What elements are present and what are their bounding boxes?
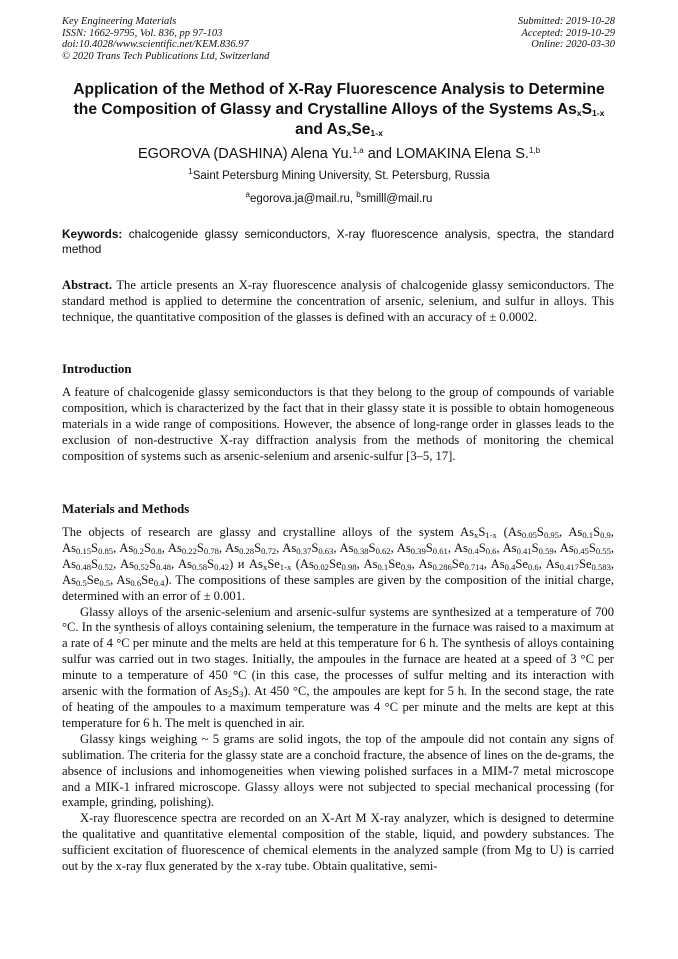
author-lomakina: LOMAKINA Elena S.	[395, 146, 529, 162]
title-line-1: Application of the Method of X-Ray Fluorescence Analysis to Determine	[73, 81, 605, 98]
email-a[interactable]: egorova.ja@mail.ru	[249, 193, 350, 205]
accepted-date: Accepted: 2019-10-29	[521, 27, 615, 39]
paragraph-samples: The objects of research are glassy and crystalline alloys of the system $As_xS_{1-x}$ ($As_{0.05}S_{0.95}$, $As_{0.1}S_{0.9}$, $As_{0.15}S_{0.85}$, $As_{0.2}S_{0.8}$, $As_{0.22}S_{0.78}$, $As_{0.28}S_{0.72}$, $As_{0.37}S_{0.63}$, $As_{0.38}S_{0.62}$, $As_{0.39}S_{0.61}$, $As_{0.4}S_{0.6}$, $As_{0.41}S_{0.59}$, $As_{0.45}S_{0.55}$, $As_{0.48}S_{0.52}$, $As_{0.52}S_{0.48}$, $As_{0.58}S_{0.42}$) и $As_xSe_{1-x}$ ($As_{0.02}Se_{0.98}$, $As_{0.1}Se_{0.9}$, $As_{0.286}Se_{0.714}$, $As_{0.4}Se_{0.6}$, $As_{0.417}Se_{0.583}$, $As_{0.5}Se_{0.5}$, $As_{0.6}Se_{0.4}$). The compositions of these samples are given by the composition of the initial charge, determined with an error of ± 0.001.	[62, 525, 615, 603]
materials-methods-text	[62, 525, 614, 875]
keywords: Keywords: chalcogenide glassy semiconductors, X-ray fluorescence analysis, spectra, the standard method	[62, 227, 614, 256]
paragraph-synthesis: Glassy alloys of the arsenic-selenium and arsenic-sulfur systems are synthesized at a temperature of 700 °C. In the synthesis of alloys containing selenium, the temperature in the furnace was raised to a maximum at a rate of 4 °C per minute and the melts are held at this temperature for 6 h. The synthesis of alloys containing sulfur was carried out in two stages. Initially, the ampoules in the furnace are heated at a speed of 3 °C per minute to a temperature of 450 °C (in this case, the processes of sulfur melting and its interaction with arsenic with the formation of $As_2S_3$). At 450 °C, the ampoules are kept for 5 h. In the second stage, the rate of heating of the ampoules to a maximum temperature was 4 °C per minute and the melts are kept at this temperature for 6 h. The melt is quenched in air.	[62, 604, 614, 730]
issn-line: ISSN: 1662-9795, Vol. 836, pp 97-103	[62, 27, 223, 39]
sample-formula: $As_{0.48}S_{0.52}$	[62, 556, 114, 572]
sample-formula: $As_{0.38}S_{0.62}$	[339, 540, 391, 556]
sample-formula: $As_{0.58}S_{0.42}$	[178, 556, 230, 572]
sample-formula: $As_{0.1}Se_{0.9}$	[363, 556, 412, 572]
email-b[interactable]: smilll@mail.ru	[360, 193, 433, 205]
journal-info	[62, 16, 392, 62]
sample-formula: $As_{0.1}S_{0.9}$	[568, 525, 611, 540]
sample-formula: $As_{0.41}S_{0.59}$	[502, 540, 554, 556]
sample-formula: $As_{0.52}S_{0.48}$	[120, 556, 172, 572]
sample-formula: $As_{0.15}S_{0.85}$	[62, 540, 114, 556]
paragraph-xray-spectra: X-ray fluorescence spectra are recorded on an X-Art M X-ray analyzer, which is designed to determine the qualitative and quantitative elemental composition of the stable, liquid, and powdery substances. The sufficient excitation of fluorescence of chemical elements in the analyzed sample (from Mg to U) is carried out by the x-ray flux generated by the x-ray tube. Obtain qualitative, semi-	[62, 811, 614, 874]
affiliation: $^1$Saint Petersburg Mining University, St. Petersburg, Russia	[188, 167, 490, 182]
materials-methods-heading: Materials and Methods	[62, 502, 190, 516]
selenium-sample-list: $As_{0.02}Se_{0.98}$, $As_{0.1}Se_{0.9}$, $As_{0.286}Se_{0.714}$, $As_{0.4}Se_{0.6}$, $As_{0.417}Se_{0.583}$, $As_{0.5}Se_{0.5}$, $As_{0.6}Se_{0.4}$	[62, 556, 615, 588]
introduction-text: A feature of chalcogenide glassy semiconductors is that they belong to the group of compounds of variable composition, which is characterized by the fact that in their glassy state it is possible to obtain homogeneous materials in a wide range of compositions. However, the absence of long-range order in glasses leads to the exclusion of non-destructive X-ray diffraction analysis from the methods of monitoring the chemical composition of systems such as arsenic-selenium and arsenic-sulfur [3–5, 17].	[62, 385, 614, 463]
paragraph-glassy-kings: Glassy kings weighing ~ 5 grams are solid ingots, the top of the ampoule did not contain any signs of sublimation. The criteria for the glassy state are a conchoid fracture, the absence of lines on the de-grams, the absence of inclusions and inhomogeneities when viewing polished surfaces in a MIM-7 metal microscope and a MIK-1 infrared microscope. Glassy alloys were not subjected to special mechanical processing (for example, grinding, polishing).	[62, 731, 614, 810]
sample-formula: $As_{0.5}Se_{0.5}$	[62, 572, 111, 588]
author-emails: $^a$egorova.ja@mail.ru, $^b$smilll@mail.ru	[245, 190, 433, 205]
sample-formula: $As_{0.2}S_{0.8}$	[119, 540, 162, 556]
abstract: Abstract. The article presents an X-ray fluorescence analysis of chalcogenide glassy semiconductors. The standard method is applied to determine the concentration of arsenic, selenium, and sulfur in alloys. This technique, the quantitative composition of the glasses is defined with an accuracy of ± 0.0002.	[62, 278, 614, 324]
journal-name: Key Engineering Materials	[62, 16, 177, 27]
sample-formula: $As_{0.37}S_{0.63}$	[282, 540, 334, 556]
sample-formula: $As_{0.28}S_{0.72}$	[225, 540, 277, 556]
submission-dates	[395, 16, 615, 51]
title-line-2: the Composition of Glassy and Crystalline Alloys of the Systems $As_xS_{1-x}$	[73, 101, 605, 118]
sample-formula: $As_{0.39}S_{0.61}$	[396, 540, 448, 556]
sample-formula: $As_{0.4}Se_{0.6}$	[490, 556, 539, 572]
author-list: EGOROVA (DASHINA) Alena Yu.$^{1,a}$ and LOMAKINA Elena S.$^{1,b}$	[137, 146, 541, 162]
sample-formula: $As_{0.05}S_{0.95}$	[507, 525, 559, 540]
keywords-label: Keywords:	[62, 227, 123, 241]
title-line-3: and $As_xSe_{1-x}$	[295, 121, 383, 138]
paper-title	[50, 80, 628, 140]
sample-formula: $As_{0.4}S_{0.6}$	[453, 540, 497, 556]
sample-formula: $As_{0.02}Se_{0.98}$	[299, 556, 357, 572]
sample-formula: $As_{0.6}Se_{0.4}$	[116, 572, 165, 588]
author-egorova: EGOROVA (DASHINA) Alena Yu.	[137, 146, 353, 162]
copyright-line: © 2020 Trans Tech Publications Ltd, Switzerland	[62, 50, 270, 62]
submitted-date: Submitted: 2019-10-28	[517, 16, 615, 27]
online-date: Online: 2020-03-30	[531, 39, 615, 50]
sulfur-sample-list: $As_{0.05}S_{0.95}$, $As_{0.1}S_{0.9}$, $As_{0.15}S_{0.85}$, $As_{0.2}S_{0.8}$, $As_{0.22}S_{0.78}$, $As_{0.28}S_{0.72}$, $As_{0.37}S_{0.63}$, $As_{0.38}S_{0.62}$, $As_{0.39}S_{0.61}$, $As_{0.4}S_{0.6}$, $As_{0.41}S_{0.59}$, $As_{0.45}S_{0.55}$, $As_{0.48}S_{0.52}$, $As_{0.52}S_{0.48}$, $As_{0.58}S_{0.42}$	[62, 525, 615, 572]
abstract-label: Abstract.	[62, 278, 113, 292]
sample-formula: $As_{0.417}Se_{0.583}$	[545, 556, 611, 572]
sample-formula: $As_{0.22}S_{0.78}$	[167, 540, 219, 556]
sample-formula: $As_{0.286}Se_{0.714}$	[418, 556, 484, 572]
sample-formula: $As_{0.45}S_{0.55}$	[559, 540, 611, 556]
doi-line: doi:10.4028/www.scientific.net/KEM.836.97	[62, 39, 249, 50]
introduction-heading: Introduction	[62, 362, 132, 376]
